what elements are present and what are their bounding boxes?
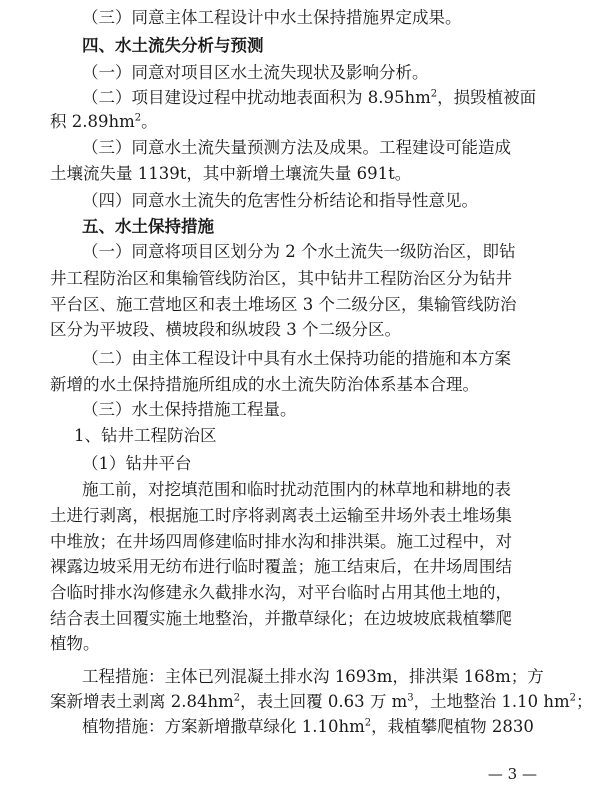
paragraph-4-3-line2: 土壤流失量 1139t，其中新增土壤流失量 691t。 <box>50 164 412 183</box>
paragraph-5-1-line2: 井工程防治区和集输管线防治区，其中钻井工程防治区分为钻井 <box>50 269 512 288</box>
text: 。 <box>141 112 158 131</box>
text: 积 2.89hm <box>50 112 135 131</box>
paragraph-4-3-line1: （三）同意水土流失量预测方法及成果。工程建设可能造成 <box>82 138 511 157</box>
superscript: 3 <box>407 692 414 704</box>
paragraph-5-1-line1: （一）同意将项目区划分为 2 个水土流失一级防治区，即钻 <box>82 242 516 261</box>
construction-line6: 结合表土回覆实施土地整治，并撒草绿化；在边坡坡底栽植攀爬 <box>50 609 512 628</box>
text: 案新增表土剥离 2.84hm <box>50 692 234 711</box>
text: ，损毁植被面 <box>437 88 537 107</box>
construction-line2: 土进行剥离，根据施工时序将剥离表土运输至井场外表土堆场集 <box>50 506 512 525</box>
paragraph-5-1-line4: 区分为平坡段、横坡段和纵坡段 3 个二级分区。 <box>50 320 401 339</box>
paragraph-5-3: （三）水土保持措施工程量。 <box>82 400 297 419</box>
section-heading-4: 四、水土流失分析与预测 <box>82 36 264 55</box>
paragraph-4-2-line1 <box>82 86 536 110</box>
superscript: 2 <box>430 88 438 100</box>
text: ，土地整治 1.10 hm <box>413 692 570 711</box>
paragraph-3-3: （三）同意主体工程设计中水土保持措施界定成果。 <box>82 8 462 27</box>
page-number: — 3 — <box>487 765 537 783</box>
paragraph-4-2-line2 <box>50 110 158 134</box>
subheading-1: 1、钻井工程防治区 <box>74 426 217 445</box>
construction-line3: 中堆放；在井场四周修建临时排水沟和排洪渠。施工过程中，对 <box>50 532 512 551</box>
superscript: 2 <box>364 717 372 729</box>
construction-line7: 植物。 <box>50 634 100 653</box>
section-heading-5: 五、水土保持措施 <box>82 217 214 236</box>
text: 植物措施：方案新增撒草绿化 1.10hm <box>82 717 365 736</box>
paragraph-5-2-line2: 新增的水土保持措施所组成的水土流失防治体系基本合理。 <box>50 375 479 394</box>
text: ； <box>576 692 593 711</box>
paragraph-5-1-line3: 平台区、施工营地区和表土堆场区 3 个二级分区，集输管线防治 <box>50 295 517 314</box>
engineering-measures-line2 <box>50 690 593 714</box>
paragraph-4-4: （四）同意水土流失的危害性分析结论和指导性意见。 <box>82 191 478 210</box>
paragraph-5-2-line1: （二）由主体工程设计中具有水土保持功能的措施和本方案 <box>82 349 511 368</box>
text: ，栽植攀爬植物 2830 <box>371 717 534 736</box>
superscript: 2 <box>233 692 241 704</box>
superscript: 2 <box>134 112 142 124</box>
text: （二）项目建设过程中扰动地表面积为 8.95hm <box>82 88 431 107</box>
text: ，表土回覆 0.63 万 m <box>240 692 408 711</box>
subheading-1-1: （1）钻井平台 <box>82 454 192 473</box>
paragraph-4-1: （一）同意对项目区水土流失现状及影响分析。 <box>82 63 429 82</box>
construction-line5: 合临时排水沟修建永久截排水沟，对平台临时占用其他土地的， <box>50 583 512 602</box>
superscript: 2 <box>569 692 577 704</box>
construction-line4: 裸露边坡采用无纺布进行临时覆盖；施工结束后，在井场周围结 <box>50 557 512 576</box>
engineering-measures-line1: 工程措施：主体已列混凝土排水沟 1693m，排洪渠 168m；方 <box>82 667 544 686</box>
construction-line1: 施工前，对挖填范围和临时扰动范围内的林草地和耕地的表 <box>82 480 511 499</box>
vegetation-measures-line1 <box>82 715 534 739</box>
